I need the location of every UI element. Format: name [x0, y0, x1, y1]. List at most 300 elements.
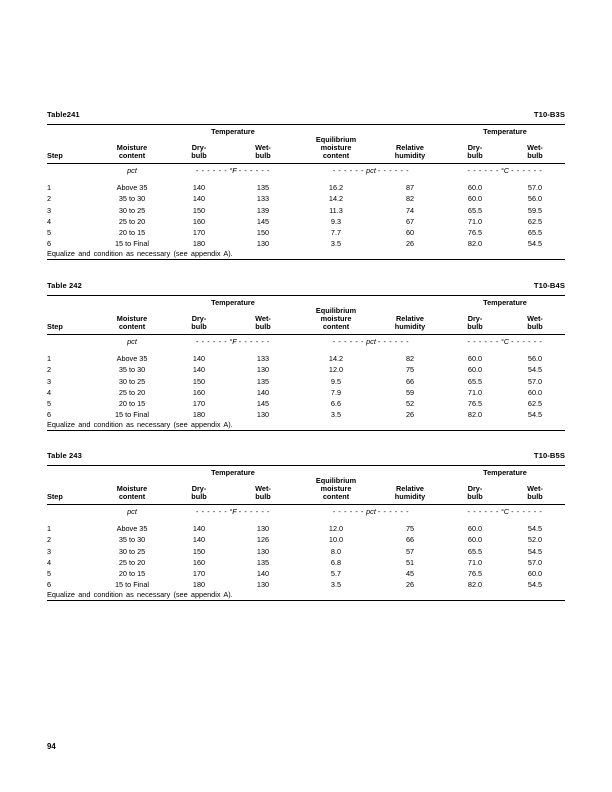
- header-moisture-content-line2: content: [118, 151, 146, 160]
- unit-spacer-step: [47, 164, 95, 177]
- cell-wet-bulb-c: 54.5: [527, 546, 543, 556]
- cell-relative-humidity: 52: [405, 399, 415, 408]
- header-moisture-content-line1: Moisture: [116, 142, 148, 152]
- header-dry-bulb-f-line1: Dry-: [191, 483, 207, 493]
- header-spacer-rh: [375, 296, 445, 307]
- cell-wet-bulb-f: 130: [256, 365, 270, 375]
- table-caption: [47, 451, 565, 460]
- cell-wet-bulb-f: 145: [256, 216, 270, 226]
- header-dry-bulb-c-line1: Dry-: [467, 142, 483, 152]
- unit-symbol-c: °C: [500, 336, 510, 346]
- cell-dry-bulb-f: 140: [192, 535, 206, 545]
- table-block-2: [47, 451, 565, 601]
- unit-symbol-pct: pct: [366, 165, 376, 175]
- cell-relative-humidity: 66: [405, 535, 415, 545]
- header-dry-bulb-f-line2: bulb: [191, 492, 207, 501]
- cell-relative-humidity: 60: [405, 228, 415, 237]
- header-wet-bulb-c-line2: bulb: [527, 492, 543, 501]
- unit-pct: [297, 164, 445, 177]
- header-step: Step: [47, 151, 63, 160]
- cell-wet-bulb-c: 57.0: [527, 183, 543, 193]
- cell-step: 2: [47, 194, 52, 204]
- unit-dash-right-c: - - - - - -: [511, 165, 543, 175]
- table-rule-bottom: [47, 431, 565, 432]
- cell-wet-bulb-c: 62.5: [527, 399, 543, 408]
- table-caption-label: Table241: [47, 110, 80, 119]
- cell-dry-bulb-c: 76.5: [467, 569, 483, 578]
- header-relative-humidity-line1: Relative: [396, 142, 424, 152]
- unit-dash-right-pct: - - - - - -: [377, 165, 410, 175]
- header-dry-bulb-c: [445, 136, 505, 164]
- cell-dry-bulb-f: 150: [192, 376, 206, 386]
- header-relative-humidity-line1: Relative: [396, 313, 424, 323]
- cell-moisture-content: 25 to 20: [118, 216, 146, 226]
- cell-wet-bulb-f: 130: [256, 410, 270, 420]
- header-moisture-content-line1: Moisture: [116, 313, 148, 323]
- table-row: [47, 409, 565, 420]
- header-emc: [297, 136, 375, 164]
- table-row: [47, 568, 565, 579]
- unit-dash-left-f: - - - - - -: [195, 506, 228, 516]
- unit-celsius: [445, 505, 565, 518]
- cell-dry-bulb-c: 76.5: [467, 399, 483, 408]
- cell-dry-bulb-f: 150: [192, 205, 206, 215]
- unit-dash-left-f: - - - - - -: [195, 165, 228, 175]
- cell-dry-bulb-c: 60.0: [467, 194, 483, 204]
- cell-relative-humidity: 26: [405, 580, 415, 590]
- cell-step: 6: [47, 239, 52, 249]
- header-wet-bulb-f-line2: bulb: [255, 492, 271, 501]
- cell-emc: 12.0: [328, 365, 344, 375]
- table-row: [47, 534, 565, 545]
- table-header-row: [47, 136, 565, 164]
- cell-wet-bulb-f: 135: [256, 376, 270, 386]
- unit-symbol-c: °C: [500, 506, 510, 516]
- cell-moisture-content: 30 to 25: [118, 376, 146, 386]
- unit-dash-left-pct: - - - - - -: [332, 506, 365, 516]
- table-row: [47, 227, 565, 238]
- cell-moisture-content: 20 to 15: [118, 228, 146, 237]
- cell-dry-bulb-f: 140: [192, 524, 206, 534]
- table-row: [47, 398, 565, 409]
- cell-dry-bulb-c: 60.0: [467, 535, 483, 545]
- header-emc-line2: moisture: [320, 142, 352, 152]
- header-wet-bulb-c-line1: Wet-: [527, 313, 543, 323]
- cell-relative-humidity: 87: [405, 183, 415, 193]
- header-moisture-content-line1: Moisture: [116, 483, 148, 493]
- cell-relative-humidity: 75: [405, 365, 415, 375]
- table-units-row: [47, 335, 565, 348]
- header-dry-bulb-f-line2: bulb: [191, 322, 207, 331]
- cell-relative-humidity: 51: [405, 557, 415, 567]
- table-row: [47, 216, 565, 227]
- table-code-label: T10-B4S: [533, 281, 565, 290]
- table-block-1: [47, 281, 565, 431]
- header-wet-bulb-f-line1: Wet-: [255, 483, 271, 493]
- cell-wet-bulb-f: 126: [256, 535, 270, 545]
- header-emc-line2: moisture: [320, 313, 352, 323]
- header-dry-bulb-c-line2: bulb: [467, 492, 483, 501]
- unit-fahrenheit: [169, 505, 297, 518]
- cell-relative-humidity: 74: [405, 205, 415, 215]
- cell-step: 5: [47, 399, 52, 408]
- cell-dry-bulb-f: 140: [192, 365, 206, 375]
- header-dry-bulb-c-line1: Dry-: [467, 313, 483, 323]
- unit-symbol-pct: pct: [366, 336, 376, 346]
- header-relative-humidity-line2: humidity: [394, 151, 426, 160]
- header-spacer-rh: [375, 125, 445, 136]
- header-spacer-rh: [375, 466, 445, 477]
- cell-wet-bulb-f: 130: [256, 580, 270, 590]
- table-block-0: [47, 110, 565, 260]
- unit-symbol-c: °C: [500, 165, 510, 175]
- table-caption-label: Table 243: [47, 451, 82, 460]
- header-spacer-moisture: [95, 296, 169, 307]
- header-emc-line3: content: [322, 322, 350, 331]
- header-wet-bulb-f-line2: bulb: [255, 322, 271, 331]
- header-dry-bulb-c-line2: bulb: [467, 322, 483, 331]
- cell-wet-bulb-c: 60.0: [527, 569, 543, 578]
- header-wet-bulb-f-line2: bulb: [255, 151, 271, 160]
- cell-moisture-content: 15 to Final: [114, 239, 150, 249]
- cell-relative-humidity: 59: [405, 387, 415, 397]
- table-rule-bottom: [47, 260, 565, 261]
- table-footnote-row: [47, 420, 565, 431]
- table-footnote: Equalize and condition as necessary (see appendix A).: [47, 420, 233, 430]
- header-dry-bulb-f-line1: Dry-: [191, 313, 207, 323]
- header-wet-bulb-c: [505, 477, 565, 505]
- header-relative-humidity-line1: Relative: [396, 483, 424, 493]
- table-row: [47, 376, 565, 387]
- cell-dry-bulb-c: 82.0: [467, 580, 483, 590]
- cell-wet-bulb-c: 57.0: [527, 376, 543, 386]
- header-emc-line1: Equilibrium: [315, 134, 357, 144]
- cell-dry-bulb-c: 60.0: [467, 524, 483, 534]
- cell-emc: 5.7: [330, 569, 342, 578]
- cell-emc: 3.5: [330, 410, 342, 420]
- unit-dash-left-c: - - - - - -: [467, 165, 499, 175]
- header-emc-line1: Equilibrium: [315, 475, 357, 485]
- cell-step: 3: [47, 376, 52, 386]
- unit-spacer-step: [47, 335, 95, 348]
- cell-moisture-content: 30 to 25: [118, 205, 146, 215]
- cell-step: 2: [47, 365, 52, 375]
- cell-wet-bulb-c: 54.5: [527, 410, 543, 420]
- header-emc-line3: content: [322, 151, 350, 160]
- unit-moisture-pct: pct: [127, 165, 137, 175]
- unit-dash-right-pct: - - - - - -: [377, 506, 410, 516]
- header-relative-humidity: [375, 136, 445, 164]
- cell-emc: 8.0: [330, 546, 342, 556]
- cell-step: 4: [47, 216, 52, 226]
- table-header-group-row: [47, 125, 565, 136]
- cell-step: 4: [47, 387, 52, 397]
- cell-wet-bulb-c: 57.0: [527, 557, 543, 567]
- cell-step: 4: [47, 557, 52, 567]
- table-rule-bottom: [47, 601, 565, 602]
- unit-symbol-pct: pct: [366, 506, 376, 516]
- header-wet-bulb-c-line2: bulb: [527, 322, 543, 331]
- header-moisture-content-line2: content: [118, 492, 146, 501]
- table-row: [47, 364, 565, 375]
- table-row: [47, 523, 565, 534]
- header-wet-bulb-f-line1: Wet-: [255, 313, 271, 323]
- unit-dash-left-c: - - - - - -: [467, 336, 499, 346]
- table-code-label: T10-B5S: [533, 451, 565, 460]
- cell-step: 6: [47, 580, 52, 590]
- unit-symbol-f: °F: [229, 165, 237, 175]
- cell-dry-bulb-f: 180: [192, 410, 206, 420]
- header-emc: [297, 477, 375, 505]
- cell-step: 3: [47, 546, 52, 556]
- unit-moisture-pct: pct: [127, 506, 137, 516]
- table-caption-label: Table 242: [47, 281, 82, 290]
- cell-moisture-content: Above 35: [116, 354, 148, 364]
- table-header-row: [47, 307, 565, 335]
- cell-relative-humidity: 67: [405, 216, 415, 226]
- header-wet-bulb-c-line1: Wet-: [527, 142, 543, 152]
- cell-emc: 12.0: [328, 524, 344, 534]
- cell-wet-bulb-f: 130: [256, 524, 270, 534]
- unit-dash-right-f: - - - - - -: [238, 506, 271, 516]
- unit-dash-right-f: - - - - - -: [238, 165, 271, 175]
- cell-dry-bulb-f: 170: [192, 228, 206, 237]
- cell-emc: 14.2: [328, 354, 344, 364]
- cell-dry-bulb-c: 65.5: [467, 376, 483, 386]
- cell-moisture-content: Above 35: [116, 183, 148, 193]
- cell-step: 1: [47, 524, 52, 534]
- cell-dry-bulb-c: 60.0: [467, 354, 483, 364]
- header-temperature-c: Temperature: [483, 127, 527, 136]
- cell-wet-bulb-c: 56.0: [527, 354, 543, 364]
- table-row: [47, 182, 565, 193]
- cell-emc: 6.8: [330, 557, 342, 567]
- table-header-group-row: [47, 296, 565, 307]
- cell-dry-bulb-f: 170: [192, 399, 206, 408]
- table-row: [47, 579, 565, 590]
- cell-dry-bulb-c: 82.0: [467, 239, 483, 249]
- cell-wet-bulb-c: 54.5: [527, 580, 543, 590]
- header-emc-line1: Equilibrium: [315, 305, 357, 315]
- header-moisture-content: [95, 477, 169, 505]
- header-moisture-content: [95, 307, 169, 335]
- header-spacer-step: [47, 296, 95, 307]
- header-wet-bulb-f: [229, 136, 297, 164]
- table-row: [47, 238, 565, 249]
- cell-emc: 9.3: [330, 216, 342, 226]
- cell-moisture-content: Above 35: [116, 524, 148, 534]
- cell-wet-bulb-f: 140: [256, 387, 270, 397]
- header-wet-bulb-c-line2: bulb: [527, 151, 543, 160]
- cell-moisture-content: 30 to 25: [118, 546, 146, 556]
- cell-step: 1: [47, 354, 52, 364]
- cell-wet-bulb-c: 52.0: [527, 535, 543, 545]
- cell-emc: 11.3: [329, 205, 343, 215]
- cell-moisture-content: 35 to 30: [118, 535, 146, 545]
- header-moisture-content-line2: content: [118, 322, 146, 331]
- header-relative-humidity-line2: humidity: [394, 492, 426, 501]
- cell-dry-bulb-f: 170: [192, 569, 206, 578]
- header-temperature-f: Temperature: [211, 298, 255, 307]
- cell-emc: 3.5: [330, 239, 342, 249]
- cell-step: 3: [47, 205, 52, 215]
- header-dry-bulb-f: [169, 136, 229, 164]
- unit-dash-left-pct: - - - - - -: [332, 165, 365, 175]
- cell-relative-humidity: 26: [405, 410, 415, 420]
- header-emc: [297, 307, 375, 335]
- cell-dry-bulb-c: 82.0: [467, 410, 483, 420]
- cell-dry-bulb-f: 160: [192, 387, 206, 397]
- cell-relative-humidity: 57: [405, 546, 415, 556]
- cell-moisture-content: 25 to 20: [118, 387, 146, 397]
- header-dry-bulb-f-line2: bulb: [191, 151, 207, 160]
- unit-celsius: [445, 164, 565, 177]
- cell-wet-bulb-f: 130: [256, 239, 270, 249]
- cell-dry-bulb-f: 180: [192, 239, 206, 249]
- table-header-group-row: [47, 466, 565, 477]
- cell-emc: 7.7: [330, 228, 342, 237]
- header-wet-bulb-c-line1: Wet-: [527, 483, 543, 493]
- cell-wet-bulb-c: 62.5: [527, 216, 543, 226]
- cell-step: 5: [47, 228, 52, 237]
- unit-dash-right-f: - - - - - -: [238, 336, 271, 346]
- cell-dry-bulb-c: 65.5: [467, 205, 483, 215]
- table-row: [47, 353, 565, 364]
- header-temperature-f: Temperature: [211, 468, 255, 477]
- table-code-label: T10-B3S: [533, 110, 565, 119]
- unit-dash-right-c: - - - - - -: [511, 336, 543, 346]
- header-dry-bulb-f: [169, 307, 229, 335]
- unit-dash-right-c: - - - - - -: [511, 506, 543, 516]
- cell-dry-bulb-c: 60.0: [467, 365, 483, 375]
- cell-wet-bulb-f: 133: [256, 354, 270, 364]
- unit-spacer-step: [47, 505, 95, 518]
- table-header-row: [47, 477, 565, 505]
- table-caption: [47, 110, 565, 119]
- header-wet-bulb-c: [505, 307, 565, 335]
- header-step: Step: [47, 492, 63, 501]
- cell-dry-bulb-c: 65.5: [467, 546, 483, 556]
- unit-pct: [297, 505, 445, 518]
- table-row: [47, 557, 565, 568]
- table-caption: [47, 281, 565, 290]
- cell-emc: 14.2: [328, 194, 344, 204]
- cell-dry-bulb-c: 76.5: [467, 228, 483, 237]
- unit-dash-left-c: - - - - - -: [467, 506, 499, 516]
- drying-schedule-table: [47, 295, 565, 431]
- cell-dry-bulb-c: 71.0: [467, 216, 483, 226]
- table-units-row: [47, 164, 565, 177]
- cell-wet-bulb-f: 140: [256, 569, 270, 578]
- cell-wet-bulb-c: 54.5: [527, 239, 543, 249]
- table-row: [47, 546, 565, 557]
- cell-emc: 9.5: [330, 376, 342, 386]
- header-relative-humidity: [375, 477, 445, 505]
- cell-dry-bulb-f: 140: [192, 194, 206, 204]
- cell-dry-bulb-f: 150: [192, 546, 206, 556]
- header-dry-bulb-c: [445, 307, 505, 335]
- unit-fahrenheit: [169, 164, 297, 177]
- unit-pct: [297, 335, 445, 348]
- cell-relative-humidity: 82: [405, 354, 415, 364]
- cell-dry-bulb-f: 140: [192, 354, 206, 364]
- unit-dash-left-pct: - - - - - -: [332, 336, 365, 346]
- cell-relative-humidity: 82: [405, 194, 415, 204]
- cell-wet-bulb-c: 56.0: [527, 194, 543, 204]
- cell-wet-bulb-f: 130: [256, 546, 270, 556]
- cell-wet-bulb-f: 145: [256, 399, 270, 408]
- table-footnote-row: [47, 590, 565, 601]
- cell-relative-humidity: 66: [405, 376, 415, 386]
- header-relative-humidity-line2: humidity: [394, 322, 426, 331]
- unit-symbol-f: °F: [229, 506, 237, 516]
- cell-dry-bulb-f: 140: [192, 183, 206, 193]
- unit-symbol-f: °F: [229, 336, 237, 346]
- cell-wet-bulb-f: 135: [256, 557, 270, 567]
- header-spacer-moisture: [95, 466, 169, 477]
- cell-dry-bulb-f: 160: [192, 216, 206, 226]
- header-wet-bulb-f-line1: Wet-: [255, 142, 271, 152]
- table-row: [47, 387, 565, 398]
- drying-schedule-table: [47, 465, 565, 601]
- cell-wet-bulb-f: 133: [256, 194, 270, 204]
- header-wet-bulb-c: [505, 136, 565, 164]
- unit-dash-right-pct: - - - - - -: [377, 336, 410, 346]
- header-temperature-f: Temperature: [211, 127, 255, 136]
- header-temperature-c: Temperature: [483, 468, 527, 477]
- cell-step: 5: [47, 569, 52, 578]
- table-footnote: Equalize and condition as necessary (see appendix A).: [47, 249, 233, 259]
- header-step: Step: [47, 322, 63, 331]
- header-relative-humidity: [375, 307, 445, 335]
- cell-dry-bulb-c: 71.0: [467, 387, 483, 397]
- header-wet-bulb-f: [229, 477, 297, 505]
- cell-moisture-content: 20 to 15: [118, 399, 146, 408]
- cell-wet-bulb-c: 60.0: [527, 387, 543, 397]
- cell-step: 2: [47, 535, 52, 545]
- header-spacer-step: [47, 466, 95, 477]
- cell-emc: 16.2: [328, 183, 344, 193]
- header-dry-bulb-f: [169, 477, 229, 505]
- table-footnote-row: [47, 249, 565, 260]
- header-emc-line3: content: [322, 492, 350, 501]
- unit-moisture-pct: pct: [127, 336, 137, 346]
- unit-dash-left-f: - - - - - -: [195, 336, 228, 346]
- table-row: [47, 205, 565, 216]
- drying-schedule-table: [47, 124, 565, 260]
- cell-dry-bulb-c: 60.0: [467, 183, 483, 193]
- table-units-row: [47, 505, 565, 518]
- header-emc-line2: moisture: [320, 483, 352, 493]
- header-wet-bulb-f: [229, 307, 297, 335]
- table-row: [47, 193, 565, 204]
- cell-emc: 10.0: [328, 535, 344, 545]
- page-number: 94: [47, 742, 56, 751]
- unit-celsius: [445, 335, 565, 348]
- cell-dry-bulb-f: 160: [192, 557, 206, 567]
- cell-step: 6: [47, 410, 52, 420]
- unit-fahrenheit: [169, 335, 297, 348]
- cell-emc: 7.9: [330, 387, 342, 397]
- table-footnote: Equalize and condition as necessary (see appendix A).: [47, 590, 233, 600]
- cell-relative-humidity: 45: [405, 569, 415, 578]
- cell-wet-bulb-f: 139: [256, 205, 270, 215]
- header-spacer-moisture: [95, 125, 169, 136]
- cell-dry-bulb-c: 71.0: [467, 557, 483, 567]
- cell-wet-bulb-c: 59.5: [527, 205, 543, 215]
- cell-moisture-content: 35 to 30: [118, 365, 146, 375]
- header-moisture-content: [95, 136, 169, 164]
